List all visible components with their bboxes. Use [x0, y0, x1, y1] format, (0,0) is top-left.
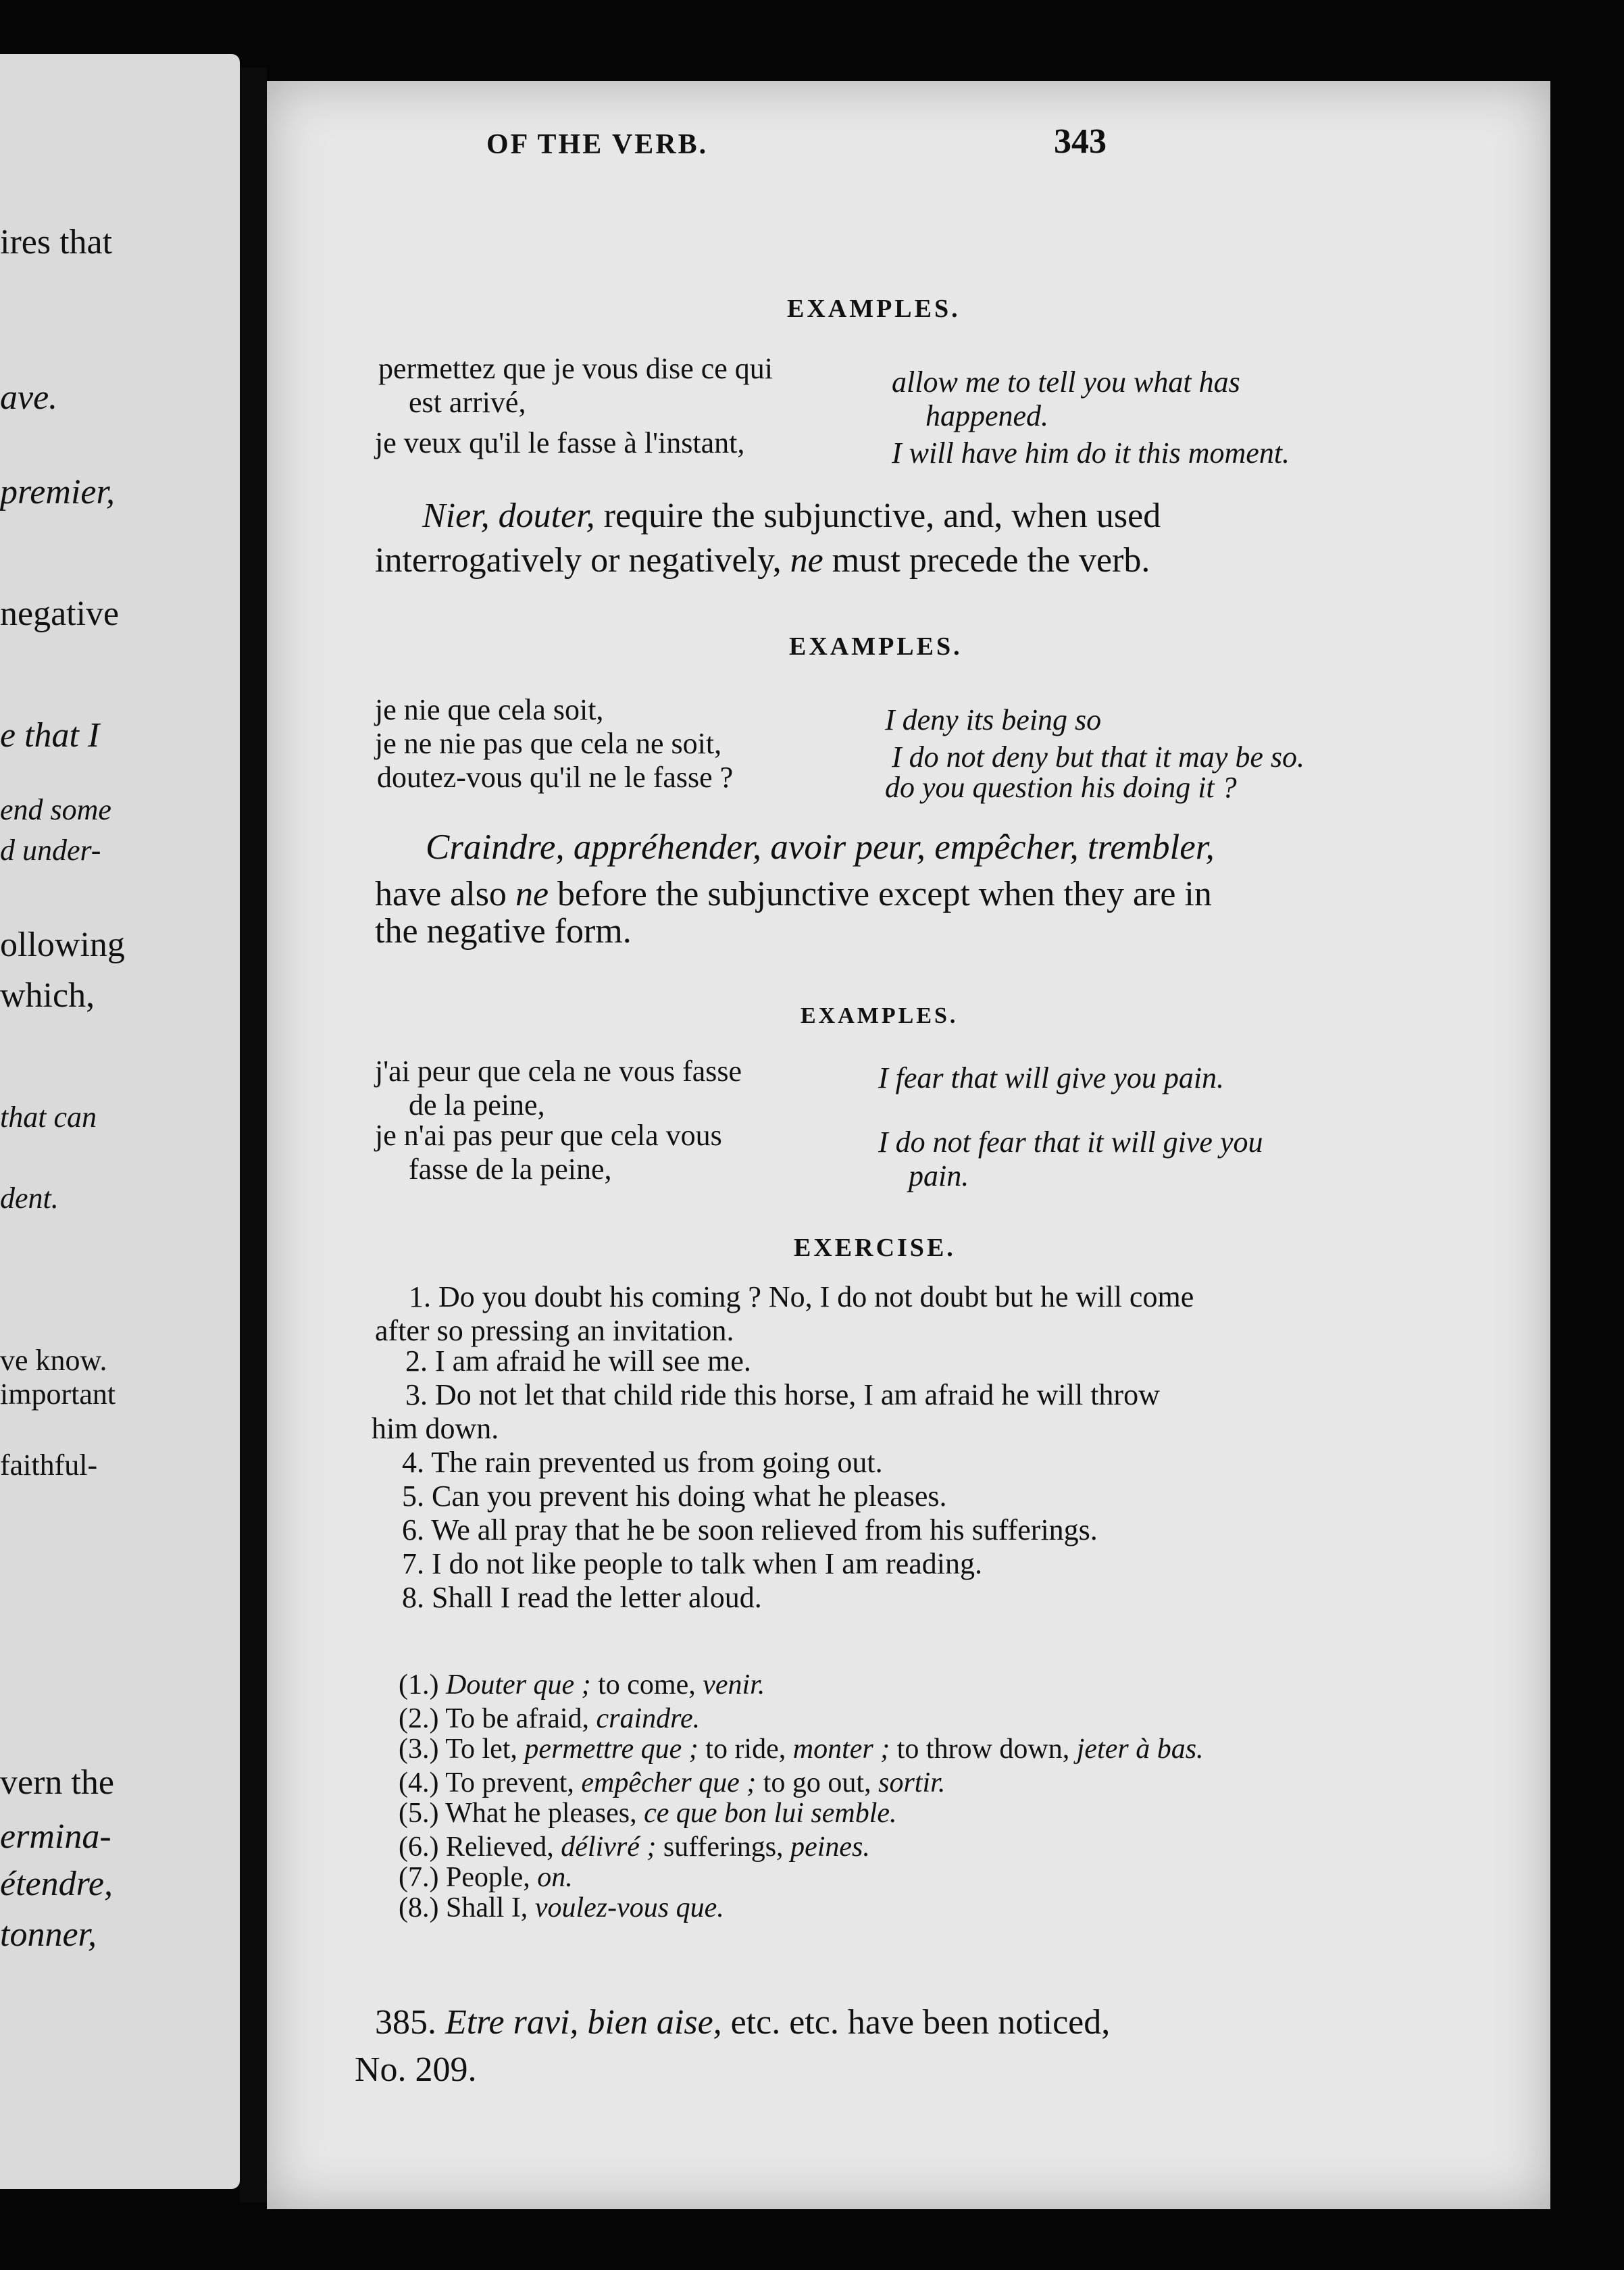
vocabulary-number: (8.)	[399, 1892, 446, 1923]
example-fr: de la peine,	[409, 1088, 545, 1121]
vocabulary-number: (3.)	[399, 1734, 446, 1765]
vocabulary-english: People,	[445, 1862, 538, 1893]
exercise-item: 8. Shall I read the letter aloud.	[402, 1581, 762, 1614]
running-title: OF THE VERB.	[486, 129, 709, 160]
rule-paragraph-line	[375, 538, 1150, 584]
example-fr: fasse de la peine,	[409, 1153, 612, 1186]
vocabulary-english: to come,	[590, 1669, 703, 1700]
rule-text: the negative form.	[375, 912, 632, 951]
exercise-item: 4. The rain prevented us from going out.	[402, 1446, 883, 1479]
exercise-item: 1. Do you doubt his coming ? No, I do not doubt but he will come	[409, 1280, 1194, 1313]
rule-ne: ne	[790, 541, 823, 580]
example-en: I fear that will give you pain.	[878, 1061, 1225, 1094]
exercise-item: 3. Do not let that child ride this horse, I am afraid he will throw	[405, 1378, 1160, 1411]
vocabulary-french: voulez-vous que.	[534, 1892, 724, 1923]
vocabulary-english: to go out,	[756, 1767, 879, 1798]
example-en: I do not fear that it will give you	[878, 1126, 1263, 1159]
example-en: allow me to tell you what has	[892, 365, 1240, 399]
vocabulary-item	[399, 1733, 1204, 1765]
vocabulary-english: To let,	[445, 1734, 525, 1765]
vocabulary-french: empêcher que ;	[581, 1767, 757, 1798]
vocabulary-french: venir.	[703, 1669, 765, 1700]
left-page-text: ave.	[0, 378, 58, 417]
vocabulary-english: Shall I,	[445, 1892, 535, 1923]
vocabulary-item	[399, 1767, 945, 1799]
vocabulary-french: ce que bon lui semble.	[644, 1798, 897, 1829]
left-page-text: ermina-	[0, 1817, 111, 1856]
example-fr: je nie que cela soit,	[375, 693, 604, 726]
vocabulary-english: to ride,	[698, 1734, 793, 1765]
exercise-item: after so pressing an invitation.	[375, 1314, 734, 1347]
exercise-item: 2. I am afraid he will see me.	[405, 1344, 751, 1378]
vocabulary-number: (6.)	[399, 1832, 446, 1863]
example-en: I deny its being so	[885, 703, 1102, 736]
left-page-text: negative	[0, 595, 120, 633]
left-page-text: ires that	[0, 223, 113, 261]
example-en: pain.	[909, 1159, 969, 1192]
left-page-text: important	[0, 1378, 116, 1411]
vocabulary-number: (1.)	[399, 1669, 446, 1700]
vocabulary-item	[399, 1797, 897, 1830]
left-page-text: premier,	[0, 473, 115, 511]
vocabulary-french: Douter que ;	[445, 1669, 591, 1700]
example-en: I will have him do it this moment.	[892, 436, 1290, 470]
vocabulary-item	[399, 1831, 870, 1863]
rule-text: require the subjunctive, and, when used	[603, 497, 1161, 535]
vocabulary-item	[399, 1669, 765, 1701]
vocabulary-english: to throw down,	[890, 1734, 1077, 1765]
exercise-item: 7. I do not like people to talk when I am reading.	[402, 1547, 982, 1580]
vocabulary-french: on.	[537, 1862, 573, 1893]
left-page-text: end some	[0, 793, 111, 826]
exercise-item: 5. Can you prevent his doing what he pleases.	[402, 1480, 947, 1513]
exercise-heading: EXERCISE.	[794, 1234, 956, 1262]
vocabulary-item	[399, 1892, 724, 1924]
vocabulary-french: peines.	[790, 1832, 870, 1863]
example-fr: permettez que je vous dise ce qui	[378, 352, 773, 385]
example-en: do you question his doing it ?	[885, 771, 1237, 804]
left-page-text: which,	[0, 976, 95, 1015]
vocabulary-french: sortir.	[878, 1767, 946, 1798]
example-en: I do not deny but that it may be so.	[892, 740, 1305, 774]
book-gutter	[240, 68, 267, 2202]
exercise-item: him down.	[372, 1412, 499, 1445]
left-page-text: vern the	[0, 1763, 114, 1802]
vocabulary-item	[399, 1861, 573, 1894]
rule-text: have also	[375, 875, 507, 913]
vocabulary-french: délivré ;	[561, 1832, 657, 1863]
example-fr: est arrivé,	[409, 386, 526, 419]
vocabulary-english: sufferings,	[656, 1832, 791, 1863]
exercise-item: 6. We all pray that he be soon relieved from his sufferings.	[402, 1513, 1098, 1546]
left-page-text: tonner,	[0, 1915, 97, 1954]
paragraph-italic: Etre ravi, bien aise,	[445, 2003, 722, 2042]
vocabulary-item	[399, 1702, 700, 1735]
examples-heading-2: EXAMPLES.	[789, 632, 963, 661]
page-number: 343	[1054, 122, 1107, 161]
rule-paragraph	[422, 493, 1161, 539]
left-page-text: faithful-	[0, 1448, 98, 1482]
left-page-text: d under-	[0, 834, 101, 867]
vocabulary-english: Relieved,	[445, 1832, 561, 1863]
vocabulary-english: What he pleases,	[445, 1798, 644, 1829]
paragraph-text: etc. etc. have been noticed,	[730, 2003, 1111, 2042]
paragraph-text: No. 209.	[355, 2050, 477, 2089]
left-page-text: ollowing	[0, 926, 125, 964]
left-page-text: ve know.	[0, 1344, 107, 1377]
paragraph-385	[375, 2000, 1110, 2046]
vocabulary-english: To be afraid,	[445, 1703, 597, 1734]
example-en: happened.	[925, 399, 1049, 432]
vocabulary-number: (7.)	[399, 1862, 446, 1893]
vocabulary-french: craindre.	[596, 1703, 701, 1734]
example-fr: je ne nie pas que cela ne soit,	[375, 727, 722, 760]
examples-heading-3: EXAMPLES.	[801, 1003, 959, 1028]
examples-heading-1: EXAMPLES.	[787, 295, 961, 323]
vocabulary-french: permettre que ;	[524, 1734, 699, 1765]
paragraph-number: 385.	[375, 2003, 436, 2042]
vocabulary-french: jeter à bas.	[1076, 1734, 1204, 1765]
example-fr: doutez-vous qu'il ne le fasse ?	[377, 761, 734, 794]
example-fr: j'ai peur que cela ne vous fasse	[375, 1055, 742, 1088]
left-page-text: dent.	[0, 1182, 59, 1215]
rule-verbs: Nier, douter,	[422, 497, 595, 535]
left-page-text: étendre,	[0, 1865, 113, 1903]
rule-ne: ne	[515, 875, 549, 913]
vocabulary-french: monter ;	[792, 1734, 890, 1765]
rule-text: must precede the verb.	[832, 541, 1150, 580]
left-page-text: that can	[0, 1101, 97, 1134]
vocabulary-number: (4.)	[399, 1767, 446, 1798]
left-page-text: e that I	[0, 716, 100, 755]
rule-text: interrogatively or negatively,	[375, 541, 782, 580]
vocabulary-english: To prevent,	[445, 1767, 582, 1798]
example-fr: je veux qu'il le fasse à l'instant,	[375, 426, 745, 459]
example-fr: je n'ai pas peur que cela vous	[375, 1119, 722, 1152]
rule-verbs: Craindre, appréhender, avoir peur, empêcher, trembler,	[426, 828, 1215, 867]
vocabulary-number: (2.)	[399, 1703, 446, 1734]
vocabulary-number: (5.)	[399, 1798, 446, 1829]
left-page-fragment	[0, 54, 240, 2189]
rule-text: before the subjunctive except when they are in	[557, 875, 1212, 913]
